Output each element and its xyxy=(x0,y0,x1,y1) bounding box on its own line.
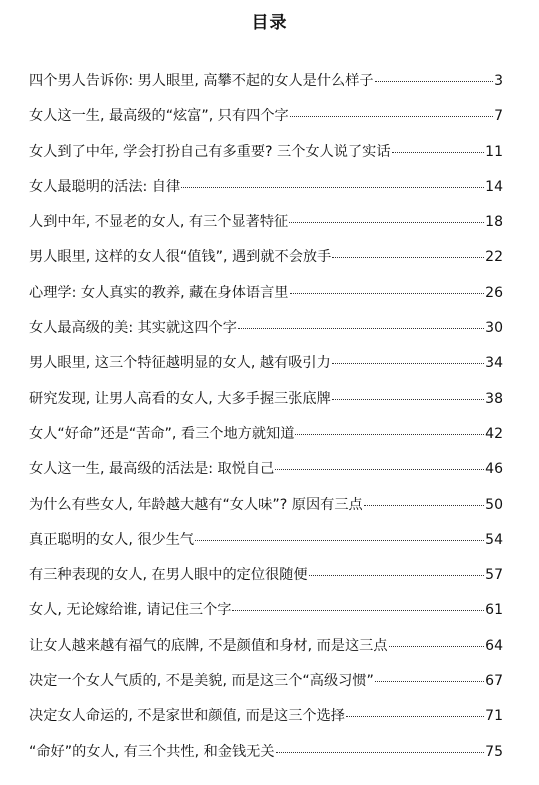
page-title: 目录 xyxy=(251,13,288,33)
toc-entry-title: 女人, 无论嫁给谁, 请记住三个字 xyxy=(29,602,232,619)
toc-entry-page-number: 26 xyxy=(485,284,503,301)
toc-entry[interactable] xyxy=(29,699,503,734)
toc-entry-page-number: 57 xyxy=(485,567,503,584)
toc-entry-title: 女人这一生, 最高级的“炫富”, 只有四个字 xyxy=(29,108,289,125)
toc-entry-page-number: 11 xyxy=(485,143,503,160)
dot-leader xyxy=(375,79,493,82)
dot-leader xyxy=(181,185,484,188)
toc-entry[interactable] xyxy=(29,382,503,417)
toc-entry-page-number: 42 xyxy=(485,425,503,442)
toc-entry[interactable] xyxy=(29,417,503,452)
dot-leader xyxy=(392,150,485,153)
toc-entry[interactable] xyxy=(29,311,503,346)
toc-entry-title: 女人到了中年, 学会打扮自己有多重要? 三个女人说了实话 xyxy=(29,143,391,160)
toc-entry-title: 四个男人告诉你: 男人眼里, 高攀不起的女人是什么样子 xyxy=(29,73,374,89)
toc-entry[interactable] xyxy=(29,240,503,275)
toc-entry-page-number: 3 xyxy=(494,73,503,89)
dot-leader xyxy=(364,503,484,506)
toc-entry-title: 人到中年, 不显老的女人, 有三个显著特征 xyxy=(29,214,289,231)
dot-leader xyxy=(275,467,484,470)
toc-entry[interactable] xyxy=(29,346,503,381)
dot-leader xyxy=(238,326,484,329)
dot-leader xyxy=(332,361,484,364)
dot-leader xyxy=(195,538,484,541)
dot-leader xyxy=(289,220,484,223)
toc-entry-page-number: 64 xyxy=(485,637,503,654)
toc-entry-title: 心理学: 女人真实的教养, 藏在身体语言里 xyxy=(29,284,289,301)
toc-entry-title: 女人“好命”还是“苦命”, 看三个地方就知道 xyxy=(29,425,295,442)
toc-entry-page-number: 14 xyxy=(485,178,503,195)
toc-entry-title: 真正聪明的女人, 很少生气 xyxy=(29,531,195,548)
toc-entry-page-number: 61 xyxy=(485,602,503,619)
toc-entry[interactable] xyxy=(29,735,503,770)
toc-entry[interactable] xyxy=(29,135,503,170)
toc-entry-title: 有三种表现的女人, 在男人眼中的定位很随便 xyxy=(29,567,308,584)
toc-entry-page-number: 71 xyxy=(485,708,503,725)
toc-entry[interactable] xyxy=(29,664,503,699)
dot-leader xyxy=(375,679,484,682)
toc-entry-title: 女人最聪明的活法: 自律 xyxy=(29,178,181,195)
toc-entry-page-number: 30 xyxy=(485,320,503,337)
toc-entry-page-number: 67 xyxy=(485,673,503,690)
toc-entry[interactable] xyxy=(29,205,503,240)
toc-entry-page-number: 34 xyxy=(485,355,503,372)
dot-leader xyxy=(346,714,484,717)
dot-leader xyxy=(232,608,484,611)
dot-leader xyxy=(276,750,485,753)
toc-entry[interactable] xyxy=(29,276,503,311)
dot-leader xyxy=(290,291,485,294)
toc-entry-page-number: 46 xyxy=(485,461,503,478)
toc-entry[interactable] xyxy=(29,488,503,523)
toc-entry[interactable] xyxy=(29,523,503,558)
toc-entry-title: 决定女人命运的, 不是家世和颜值, 而是这三个选择 xyxy=(29,708,345,725)
dot-leader xyxy=(389,644,485,647)
dot-leader xyxy=(309,573,485,576)
dot-leader xyxy=(290,114,493,117)
toc-entry-title: 女人最高级的美: 其实就这四个字 xyxy=(29,320,237,337)
toc-entry-title: 让女人越来越有福气的底牌, 不是颜值和身材, 而是这三点 xyxy=(29,637,388,654)
dot-leader xyxy=(295,432,484,435)
toc-entry-title: 男人眼里, 这样的女人很“值钱”, 遇到就不会放手 xyxy=(29,249,332,266)
toc-entry-page-number: 54 xyxy=(485,531,503,548)
toc-entry[interactable] xyxy=(29,452,503,487)
toc-entry-title: 研究发现, 让男人高看的女人, 大多手握三张底牌 xyxy=(29,390,331,407)
toc-entry-title: 男人眼里, 这三个特征越明显的女人, 越有吸引力 xyxy=(29,355,331,372)
dot-leader xyxy=(332,255,484,258)
toc-list xyxy=(29,64,503,770)
dot-leader xyxy=(332,397,484,400)
toc-entry-page-number: 50 xyxy=(485,496,503,513)
toc-entry[interactable] xyxy=(29,64,503,99)
toc-entry[interactable] xyxy=(29,558,503,593)
toc-entry-title: “命好”的女人, 有三个共性, 和金钱无关 xyxy=(29,743,275,760)
toc-entry[interactable] xyxy=(29,629,503,664)
toc-entry-title: 女人这一生, 最高级的活法是: 取悦自己 xyxy=(29,461,275,478)
toc-entry-page-number: 38 xyxy=(485,390,503,407)
toc-entry-title: 决定一个女人气质的, 不是美貌, 而是这三个“高级习惯” xyxy=(29,673,374,690)
toc-entry[interactable] xyxy=(29,170,503,205)
toc-entry-page-number: 18 xyxy=(485,214,503,231)
toc-entry-page-number: 7 xyxy=(494,108,503,125)
toc-entry[interactable] xyxy=(29,593,503,628)
toc-entry-title: 为什么有些女人, 年龄越大越有“女人味”? 原因有三点 xyxy=(29,496,363,513)
toc-entry[interactable] xyxy=(29,99,503,134)
toc-entry-page-number: 22 xyxy=(485,249,503,266)
toc-entry-page-number: 75 xyxy=(485,743,503,760)
